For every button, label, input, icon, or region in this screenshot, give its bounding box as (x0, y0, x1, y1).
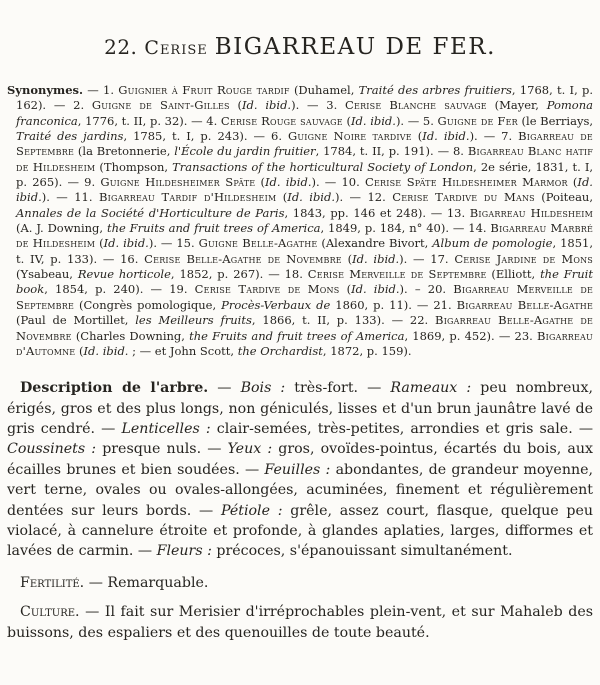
text-segment: Fleurs : (156, 543, 212, 560)
text-segment: (Alexandre Bivort, (317, 236, 433, 251)
text-segment: (Poiteau, (534, 190, 593, 205)
text-segment: Cerise Tardive du Mans (392, 190, 535, 205)
text-segment: Bigarreau Hildesheim (469, 205, 593, 220)
text-segment: ( (411, 129, 423, 144)
text-segment: (Paul de Mortillet, (16, 313, 136, 328)
text-segment: ( (567, 175, 578, 190)
text-segment: (le Berriays, (517, 113, 594, 128)
text-segment: , 1851, t. IV, p. 133). — 16. (16, 236, 594, 266)
text-segment: ). — 11. (41, 190, 99, 205)
text-segment: ( (339, 282, 352, 297)
text-segment: Cerise Tardive de Mons (194, 282, 340, 297)
text-segment: Cerise Belle-Agathe de Novembre (144, 251, 342, 266)
text-segment: Bigarreau Blanc hatif de Hildesheim (16, 144, 593, 174)
text-segment: Description de l'arbre. (20, 380, 209, 397)
text-segment: ). — 3. (291, 98, 346, 113)
text-segment: Revue horticole (77, 267, 171, 282)
text-segment: ( (95, 236, 104, 251)
text-segment: Id. ibid. (352, 251, 400, 266)
text-segment: Cerise Blanche sauvage (345, 98, 487, 113)
text-segment: ( (255, 175, 265, 190)
text-segment: — 1. (83, 83, 119, 97)
text-segment: Fertilité. (20, 574, 85, 591)
text-segment: l'École du jardin fruitier (174, 144, 316, 159)
fertility-paragraph (7, 573, 593, 593)
text-segment: Id. ibid. (265, 175, 312, 190)
page-title (7, 24, 593, 62)
culture-paragraph (7, 602, 593, 643)
text-segment: ( (229, 98, 243, 113)
variety-prefix: Cerise (144, 37, 208, 59)
text-segment: Cerise Rouge sauvage (220, 113, 343, 128)
text-segment: Bigarreau Marbré de Hildesheim (16, 221, 593, 251)
text-segment: Feuilles : (264, 461, 331, 478)
text-segment: très-fort. — (285, 380, 391, 397)
text-segment: Annales de la Société d'Horticulture de Paris (16, 205, 285, 220)
text-segment: peu nombreux, érigés, gros et des plus longs, non géniculés, lisses et d'un brun jaunâtre lavé de gris cendré. — (7, 380, 593, 437)
text-segment: ( (276, 190, 288, 205)
text-segment: ). — 15. (148, 236, 199, 251)
text-segment: , 1776, t. II, p. 32). — 4. (77, 113, 221, 128)
text-segment: ( (341, 251, 353, 266)
text-segment: ). – 20. (399, 282, 454, 297)
text-segment: , 1785, t. I, p. 243). — 6. (123, 129, 288, 144)
text-segment: — Remarquable. (84, 574, 209, 591)
variety-name: BIGARREAU DE FER. (214, 34, 496, 60)
text-segment: Coussinets : (7, 441, 97, 458)
text-segment: Guigne Belle-Agathe (198, 236, 318, 251)
text-segment: Id. ibid. (83, 343, 129, 358)
text-segment: Rameaux : (390, 380, 472, 397)
text-segment: , 1872, p. 159). (322, 343, 412, 358)
text-segment: Bigarreau Belle-Agathe de Novembre (16, 313, 593, 343)
text-segment: Id. ibid. (351, 282, 400, 297)
text-segment: , 1849, p. 184, n° 40). — 14. (320, 221, 491, 236)
text-segment: Guigne Hildesheimer Späte (100, 175, 256, 190)
text-segment: Traité des jardins (16, 129, 124, 144)
text-segment: , 1784, t. II, p. 191). — 8. (315, 144, 468, 159)
text-segment: Id. ibid. (350, 113, 396, 128)
text-segment: clair-semées, très-petites, arrondies et gris sale. — (210, 421, 594, 437)
text-segment: (Elliott, (486, 267, 541, 282)
text-segment: the Orchardist (237, 343, 323, 358)
text-segment: ). — 17. (399, 251, 455, 266)
text-segment: (A. J. Downing, (16, 221, 107, 236)
text-segment: Album de pomologie (432, 236, 553, 251)
text-segment: Guigne de Fer (437, 113, 518, 128)
text-segment: précoces, s'épanouissant simultanément. (211, 543, 513, 560)
text-segment: (Mayer, (486, 98, 547, 113)
text-segment: Guigne de Saint-Gilles (91, 98, 230, 113)
variety-number: 22. (104, 35, 138, 59)
text-segment: ). — 10. (311, 175, 365, 190)
text-segment: Traité des arbres fruitiers (358, 83, 512, 97)
text-segment: Id. ibid. (287, 190, 335, 205)
text-segment: Id. ibid. (103, 236, 149, 251)
text-segment: Id. ibid. (422, 129, 470, 144)
text-segment: Pomona franconica (16, 98, 593, 128)
text-segment: Bigarreau Belle-Agathe (456, 297, 594, 312)
text-segment: the Fruit book (16, 267, 593, 297)
text-segment: Yeux : (227, 441, 273, 458)
text-segment: Id. ibid. (16, 175, 593, 205)
text-segment: presque nuls. — (96, 441, 228, 458)
text-segment: ). — 7. (469, 129, 519, 144)
text-segment: (Congrès pomologique, (74, 297, 222, 312)
text-segment: Transactions of the horticultural Society of London (172, 159, 474, 174)
text-segment: Bigarreau Merveille de Septembre (16, 282, 593, 312)
synonyms-paragraph (7, 83, 593, 359)
text-segment: Guignier à Fruit Rouge tardif (118, 83, 290, 97)
text-segment: the Fruits and fruit trees of America (189, 328, 405, 343)
text-segment: Bigarreau Tardif d'Hildesheim (98, 190, 277, 205)
text-segment: Cerise Jardine de Mons (454, 251, 593, 266)
text-segment: Cerise Späte Hildesheimer Marmor (364, 175, 568, 190)
text-segment: Synonymes. (7, 83, 84, 97)
text-segment: Lenticelles : (121, 421, 211, 437)
text-segment: Culture. (20, 604, 80, 621)
text-segment: ). — 5. (395, 113, 438, 128)
text-segment: ( (342, 113, 351, 128)
text-segment: Id. ibid. (242, 98, 292, 113)
text-segment: gros, ovoïdes-pointus, écartés du bois, aux écailles brunes et bien soudées. — (7, 441, 593, 478)
text-segment: — (208, 380, 241, 397)
text-segment: Guigne Noire tardive (287, 129, 412, 144)
text-segment: ; — et John Scott, (128, 343, 238, 358)
text-segment: , 1843, pp. 146 et 248). — 13. (284, 205, 470, 220)
text-segment: (Thompson, (95, 159, 173, 174)
text-segment: abondantes, de grandeur moyenne, vert terne, ovales ou ovales-allongées, acuminées, finement et régulièrement dentées sur leurs bords. — (7, 461, 594, 519)
text-segment: the Fruits and fruit trees of America (106, 221, 321, 236)
text-segment: Pétiole : (220, 502, 283, 519)
text-segment: (Charles Downing, (71, 328, 190, 343)
text-segment: , 1869, p. 452). — 23. (404, 328, 537, 343)
text-segment: 1860, p. 11). — 21. (330, 297, 457, 312)
text-segment: (Ysabeau, (16, 267, 78, 282)
text-segment: les Meilleurs fruits (135, 313, 252, 328)
text-segment: grêle, assez court, flasque, quelque peu violacé, à cannelure étroite et profonde, à glandes aplaties, larges, difformes et lavées de carmin. — (7, 502, 593, 560)
text-segment: , 2e série, 1831, t. I, p. 265). — 9. (16, 159, 594, 190)
text-segment: Bois : (240, 380, 286, 397)
text-segment: , 1854, p. 240). — 19. (44, 282, 195, 297)
text-segment: (Duhamel, (289, 83, 359, 97)
text-segment: Bigarreau de Septembre (16, 129, 593, 159)
tree-description-paragraph (7, 378, 593, 562)
text-segment: ). — 12. (335, 190, 393, 205)
text-segment: Cerise Merveille de Septembre (307, 267, 487, 282)
text-segment: , 1866, t. II, p. 133). — 22. (251, 313, 436, 328)
text-segment: ( (75, 343, 84, 358)
text-segment: Procès-Verbaux de (221, 297, 331, 312)
text-segment: , 1768, t. I, p. 162). — 2. (16, 83, 594, 113)
text-segment: Bigarreau d'Automne (16, 328, 593, 358)
text-segment: (la Bretonnerie, (74, 144, 175, 159)
text-segment: , 1852, p. 267). — 18. (170, 267, 308, 282)
text-segment: — Il fait sur Merisier d'irréprochables plein-vent, et sur Mahaleb des buissons, des espaliers et des quenouilles de toute beauté. (7, 604, 593, 641)
